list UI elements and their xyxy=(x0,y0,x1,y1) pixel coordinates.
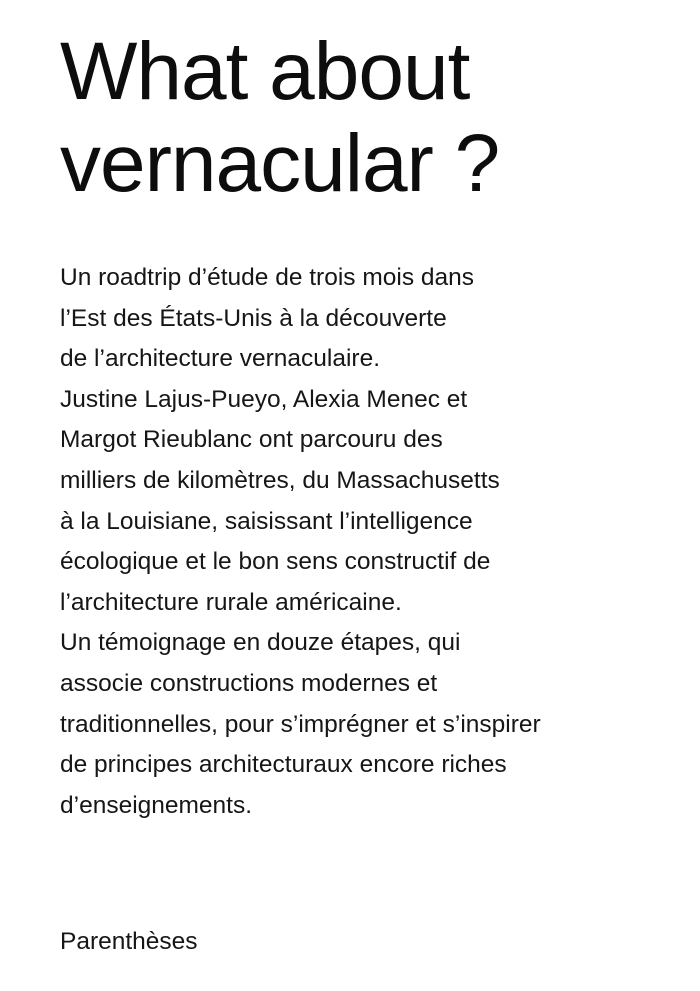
description-line: de principes architecturaux encore riches xyxy=(60,751,507,779)
book-description xyxy=(60,258,690,826)
description-line: écologique et le bon sens constructif de xyxy=(60,548,491,576)
description-line: à la Louisiane, saisissant l’intelligence xyxy=(60,507,473,535)
title-line: What about xyxy=(60,26,470,117)
description-line: d’enseignements. xyxy=(60,791,253,819)
description-line: Un témoignage en douze étapes, qui xyxy=(60,629,461,657)
publisher-name: Parenthèses xyxy=(60,928,198,955)
book-title xyxy=(60,26,680,210)
description-line: l’architecture rurale américaine. xyxy=(60,588,402,616)
description-line: Justine Lajus-Pueyo, Alexia Menec et xyxy=(60,385,468,413)
title-line: vernacular ? xyxy=(60,118,500,209)
description-line: milliers de kilomètres, du Massachusetts xyxy=(60,466,500,494)
description-line: Un roadtrip d’étude de trois mois dans xyxy=(60,264,474,291)
description-line: Margot Rieublanc ont parcouru des xyxy=(60,426,443,454)
description-line: traditionnelles, pour s’imprégner et s’inspirer xyxy=(60,710,541,738)
description-line: associe constructions modernes et xyxy=(60,669,438,697)
description-line: de l’architecture vernaculaire. xyxy=(60,345,381,373)
description-line: l’Est des États-Unis à la découverte xyxy=(60,304,447,332)
